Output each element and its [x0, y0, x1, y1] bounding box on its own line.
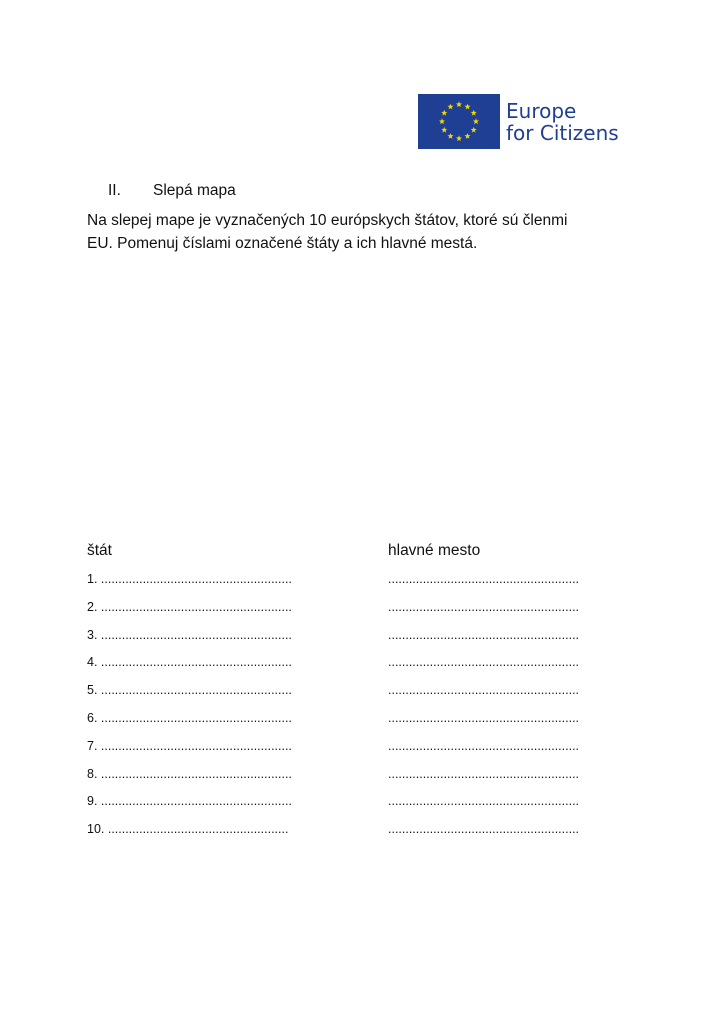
state-answer-line[interactable]: 6. .......................................................: [87, 710, 292, 725]
state-answer-line[interactable]: 10. ....................................................: [87, 822, 289, 837]
europe-for-citizens-logo: [418, 94, 638, 150]
state-answer-line[interactable]: 8. .......................................................: [87, 766, 292, 781]
section-number: II.: [108, 182, 121, 199]
state-answer-line[interactable]: 7. .......................................................: [87, 738, 292, 753]
answer-row: [87, 628, 627, 656]
answer-row: [87, 655, 627, 683]
capital-answer-line[interactable]: .......................................................: [388, 655, 580, 670]
answer-row: [87, 711, 627, 739]
instructions-paragraph: [87, 209, 647, 255]
answer-row: [87, 600, 627, 628]
state-answer-line[interactable]: 1. .......................................................: [87, 572, 292, 586]
state-answer-line[interactable]: 2. .......................................................: [87, 599, 292, 614]
logo-line-1: Europe: [506, 99, 577, 123]
star-icon: [471, 110, 477, 116]
state-answer-line[interactable]: 4. .......................................................: [87, 655, 292, 670]
state-answer-line[interactable]: 5. .......................................................: [87, 683, 292, 698]
star-icon: [456, 135, 462, 141]
header-capital: hlavné mesto: [388, 542, 481, 559]
answer-rows: [87, 572, 627, 850]
star-icon: [473, 118, 479, 124]
answer-row: [87, 572, 627, 600]
capital-answer-line[interactable]: .......................................................: [388, 599, 580, 614]
star-icon: [439, 118, 445, 124]
capital-answer-line[interactable]: .......................................................: [388, 822, 580, 837]
eu-flag-icon: [418, 94, 500, 149]
header-state: štát: [87, 542, 112, 559]
star-icon: [456, 101, 462, 107]
star-icon: [447, 104, 453, 110]
star-icon: [471, 127, 477, 133]
blank-map-area: [87, 265, 637, 525]
capital-answer-line[interactable]: .......................................................: [388, 794, 580, 809]
answer-row: [87, 683, 627, 711]
capital-answer-line[interactable]: .......................................................: [388, 572, 580, 586]
star-icon: [464, 133, 470, 139]
answer-row: [87, 767, 627, 795]
section-title: Slepá mapa: [153, 182, 236, 199]
answer-row: [87, 739, 627, 767]
answer-row: [87, 794, 627, 822]
state-answer-line[interactable]: 9. .......................................................: [87, 794, 292, 809]
instructions-line-1: Na slepej mape je vyznačených 10 európskych štátov, ktoré sú členmi: [87, 212, 568, 229]
capital-answer-line[interactable]: .......................................................: [388, 710, 580, 725]
star-icon: [447, 133, 453, 139]
star-icon: [464, 104, 470, 110]
state-answer-line[interactable]: 3. .......................................................: [87, 627, 292, 642]
star-icon: [441, 110, 447, 116]
logo-text: [506, 100, 619, 144]
logo-line-2: for Citizens: [506, 121, 619, 145]
capital-answer-line[interactable]: .......................................................: [388, 683, 580, 698]
instructions-line-2: EU. Pomenuj číslami označené štáty a ich hlavné mestá.: [87, 235, 478, 252]
capital-answer-line[interactable]: .......................................................: [388, 738, 580, 753]
star-icon: [441, 127, 447, 133]
capital-answer-line[interactable]: .......................................................: [388, 627, 580, 642]
answer-row: [87, 822, 627, 850]
capital-answer-line[interactable]: .......................................................: [388, 766, 580, 781]
